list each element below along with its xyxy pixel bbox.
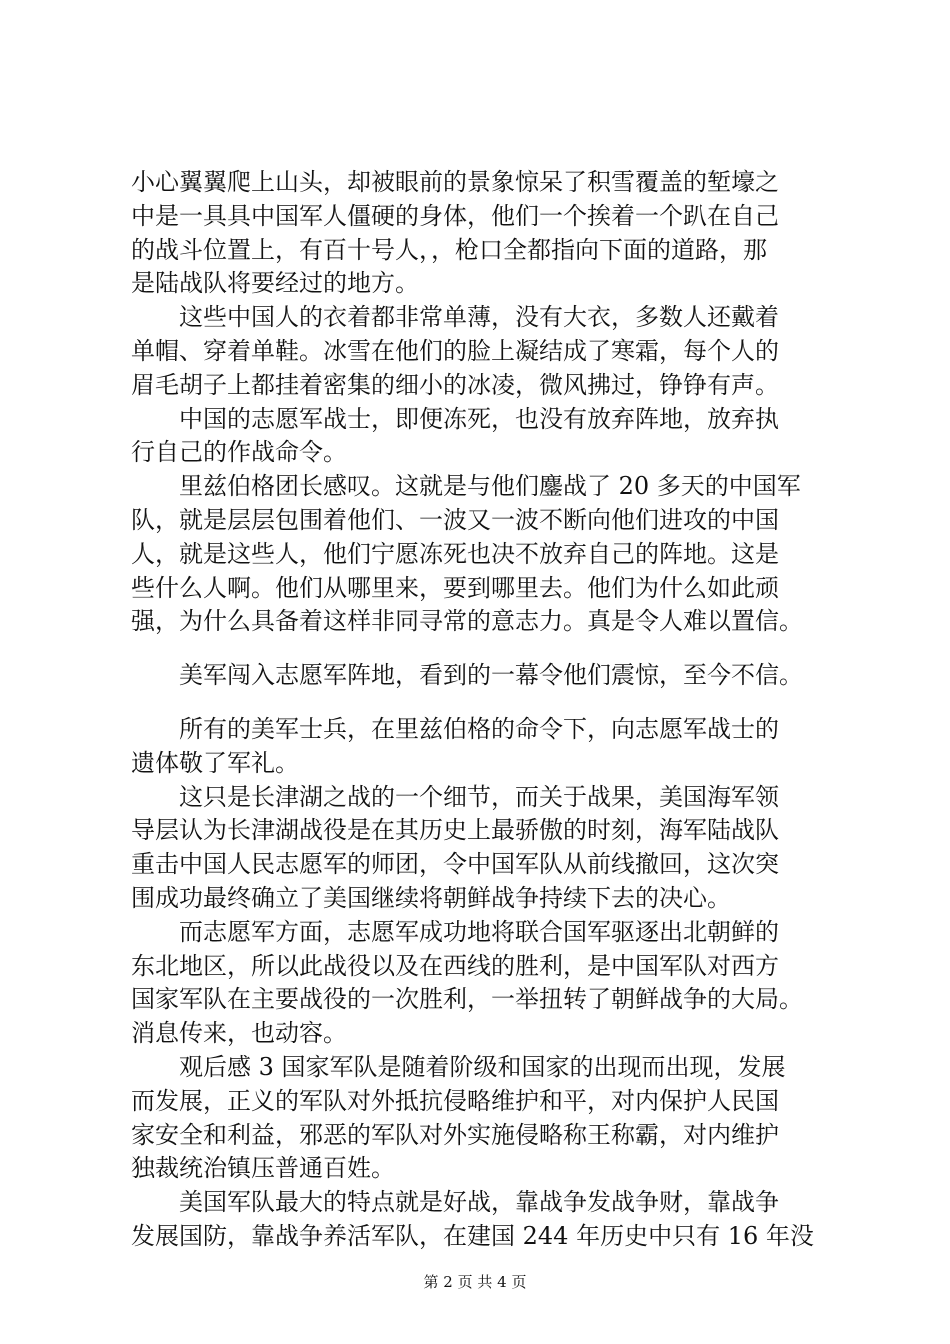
text-line: 行自己的作战命令。 (131, 438, 347, 467)
paragraph-gap (131, 639, 851, 659)
text-line: 导层认为长津湖战役是在其历史上最骄傲的时刻，海军陆战队 (131, 816, 779, 845)
body-text (131, 166, 851, 1254)
text-line: 强，为什么具备着这样非同寻常的意志力。真是令人难以置信。 (131, 607, 803, 636)
text-line: 美国军队最大的特点就是好战，靠战争发战争财，靠战争 (131, 1188, 779, 1217)
text-line: 里兹伯格团长感叹。这就是与他们鏖战了 20 多天的中国军 (131, 472, 801, 501)
text-line: 重击中国人民志愿军的师团，令中国军队从前线撤回，这次突 (131, 850, 779, 879)
text-line: 中国的志愿军战士，即便冻死，也没有放弃阵地，放弃执 (131, 404, 779, 433)
text-line: 遗体敬了军礼。 (131, 748, 299, 777)
text-line: 而志愿军方面，志愿军成功地将联合国军驱逐出北朝鲜的 (131, 917, 779, 946)
text-line: 发展国防，靠战争养活军队，在建国 244 年历史中只有 16 年没 (131, 1221, 814, 1250)
text-line: 围成功最终确立了美国继续将朝鲜战争持续下去的决心。 (131, 883, 731, 912)
page-number-footer: 第 2 页 共 4 页 (423, 1273, 527, 1291)
text-line: 小心翼翼爬上山头，却被眼前的景象惊呆了积雪覆盖的堑壕之 (131, 168, 779, 196)
text-line: 些什么人啊。他们从哪里来，要到哪里去。他们为什么如此顽 (131, 573, 779, 602)
text-line: 东北地区，所以此战役以及在西线的胜利，是中国军队对西方 (131, 951, 779, 980)
text-line: 而发展，正义的军队对外抵抗侵略维护和平，对内保护人民国 (131, 1086, 779, 1115)
text-line: 这些中国人的衣着都非常单薄，没有大衣，多数人还戴着 (131, 303, 779, 332)
text-line: 眉毛胡子上都挂着密集的细小的冰凌，微风拂过，铮铮有声。 (131, 370, 779, 399)
text-line: 独裁统治镇压普通百姓。 (131, 1154, 395, 1183)
text-line: 人，就是这些人，他们宁愿冻死也决不放弃自己的阵地。这是 (131, 539, 779, 568)
text-line: 家安全和利益，邪恶的军队对外实施侵略称王称霸，对内维护 (131, 1120, 779, 1149)
text-line: 观后感 3 国家军队是随着阶级和国家的出现而出现，发展 (131, 1052, 786, 1081)
text-line: 美军闯入志愿军阵地，看到的一幕令他们震惊，至今不信。 (131, 661, 803, 690)
text-line: 消息传来，也动容。 (131, 1019, 347, 1048)
text-line: 这只是长津湖之战的一个细节，而关于战果，美国海军领 (131, 782, 779, 811)
paragraph-gap (131, 693, 851, 713)
text-line: 队，就是层层包围着他们、一波又一波不断向他们进攻的中国 (131, 505, 779, 534)
text-line: 单帽、穿着单鞋。冰雪在他们的脸上凝结成了寒霜，每个人的 (131, 336, 779, 365)
text-line: 所有的美军士兵，在里兹伯格的命令下，向志愿军战士的 (131, 714, 779, 743)
text-line: 的战斗位置上，有百十号人，，枪口全都指向下面的道路，那 (131, 235, 767, 264)
text-line: 中是一具具中国军人僵硬的身体，他们一个挨着一个趴在自己 (131, 201, 779, 230)
text-line: 是陆战队将要经过的地方。 (131, 269, 419, 298)
text-line: 国家军队在主要战役的一次胜利，一举扭转了朝鲜战争的大局。 (131, 985, 803, 1014)
